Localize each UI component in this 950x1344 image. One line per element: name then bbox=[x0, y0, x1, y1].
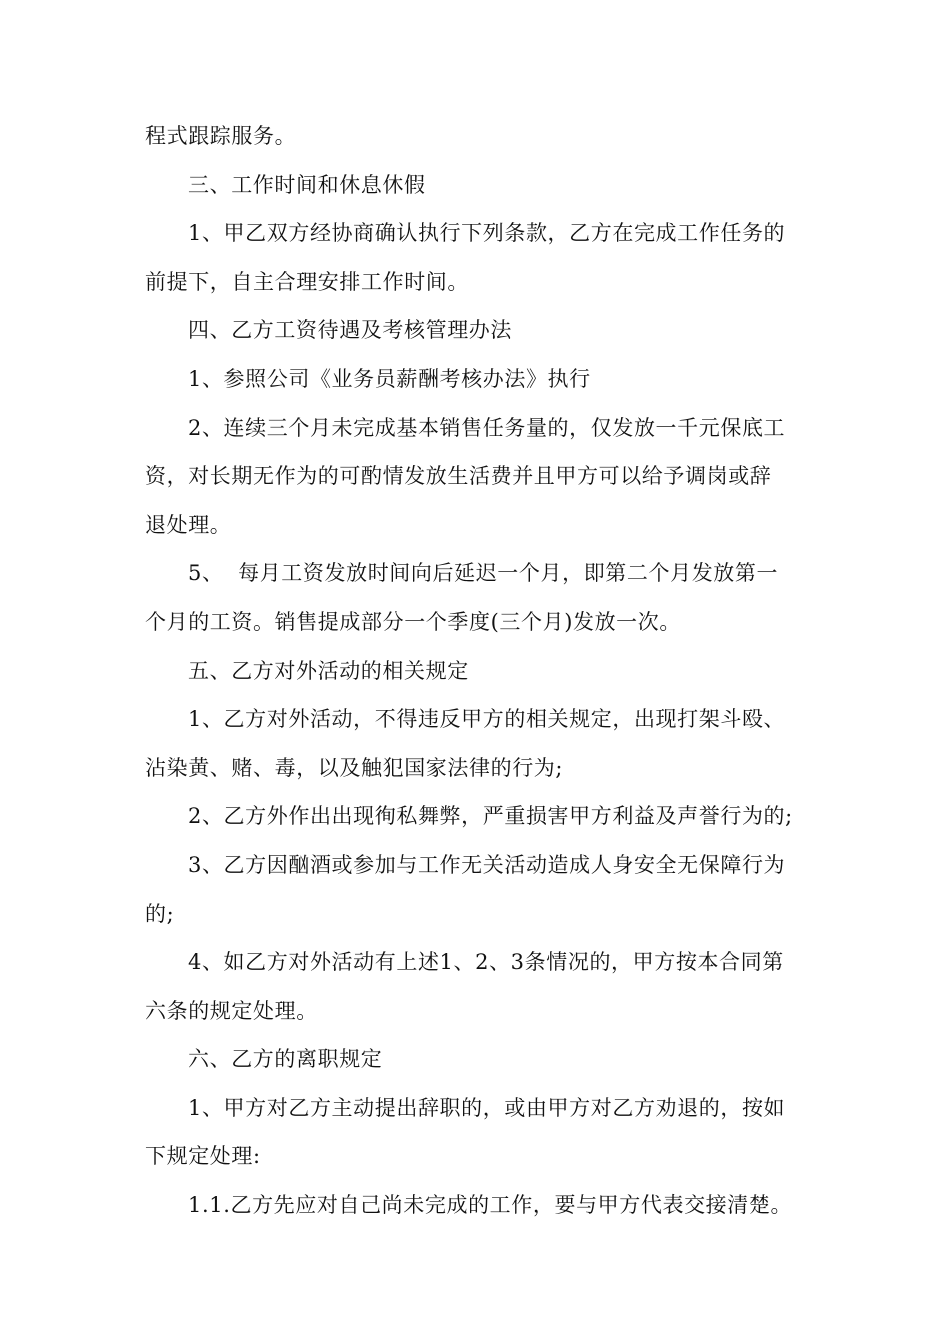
text-line: 下规定处理: bbox=[145, 1144, 261, 1169]
text-line: 1、甲方对乙方主动提出辞职的，或由甲方对乙方劝退的，按如 bbox=[188, 1095, 786, 1120]
text-line: 4、如乙方对外活动有上述1、2、3条情况的，甲方按本合同第 bbox=[188, 950, 784, 975]
text-line: 5、 每月工资发放时间向后延迟一个月，即第二个月发放第一 bbox=[188, 561, 779, 586]
section-heading: 六、乙方的离职规定 bbox=[188, 1047, 383, 1072]
text-line: 资，对长期无作为的可酌情发放生活费并且甲方可以给予调岗或辞 bbox=[145, 464, 772, 489]
text-line: 的; bbox=[145, 901, 175, 926]
text-line: 退处理。 bbox=[145, 512, 232, 537]
document-body bbox=[145, 112, 825, 1230]
text-line: 前提下，自主合理安排工作时间。 bbox=[145, 269, 469, 294]
text-line: 2、连续三个月未完成基本销售任务量的，仅发放一千元保底工 bbox=[188, 415, 786, 440]
text-line: 1、参照公司《业务员薪酬考核办法》执行 bbox=[188, 366, 591, 391]
text-line: 沾染黄、赌、毒，以及触犯国家法律的行为; bbox=[145, 755, 564, 780]
text-line: 1、乙方对外活动，不得违反甲方的相关规定，出现打架斗殴、 bbox=[188, 707, 786, 732]
text-line: 2、乙方外作出出现徇私舞弊，严重损害甲方利益及声誉行为的; bbox=[188, 804, 793, 829]
text-line: 3、乙方因酗酒或参加与工作无关活动造成人身安全无保障行为 bbox=[188, 852, 786, 877]
text-line: 1.1.乙方先应对自己尚未完成的工作，要与甲方代表交接清楚。 bbox=[188, 1193, 793, 1218]
section-heading: 三、工作时间和休息休假 bbox=[188, 172, 426, 197]
text-line: 个月的工资。销售提成部分一个季度(三个月)发放一次。 bbox=[145, 609, 681, 634]
section-heading: 四、乙方工资待遇及考核管理办法 bbox=[188, 318, 512, 343]
text-line: 1、甲乙双方经协商确认执行下列条款，乙方在完成工作任务的 bbox=[188, 221, 786, 246]
text-line: 程式跟踪服务。 bbox=[145, 124, 297, 148]
text-line: 六条的规定处理。 bbox=[145, 998, 318, 1023]
section-heading: 五、乙方对外活动的相关规定 bbox=[188, 658, 469, 683]
